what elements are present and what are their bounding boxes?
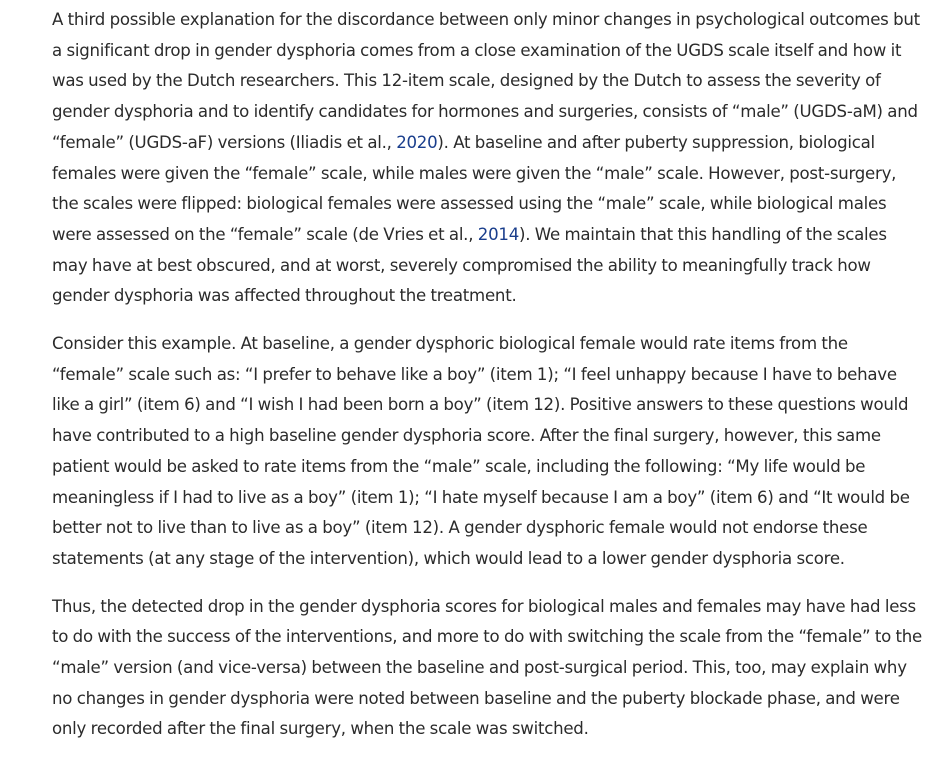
paragraph-example: Consider this example. At baseline, a gender dysphoric biological female would rate items from the “female” scale such as: “I prefer to behave like a boy” (item 1); “I feel unhappy because I have to behave like a girl” (item 6) and “I wish I had been born a boy” (item 12). Positive answers to these questions would have contributed to a high baseline gender dysphoria score. After the final surgery, however, this same patient would be asked to rate items from the “male” scale, including the following: “My life would be meaningless if I had to live as a boy” (item 1); “I hate myself because I am a boy” (item 6) and “It would be better not to live than to live as a boy” (item 12). A gender dysphoric female would not endorse these statements (at any stage of the intervention), which would lead to a lower gender dysphoria score. — [52, 334, 910, 568]
paragraph-conclusion: Thus, the detected drop in the gender dysphoria scores for biological males and females may have had less to do with the success of the interventions, and more to do with switching the scale from the “female” to the “male” version (and vice-versa) between the baseline and post-surgical period. This, too, may explain why no changes in gender dysphoria were noted between baseline and the puberty blockade phase, and were only recorded after the final surgery, when the scale was switched. — [52, 596, 922, 739]
paragraph-1-text-a: A third possible explanation for the discordance between only minor changes in psychological outcomes but a significant drop in gender dysphoria comes from a close examination of the UGDS scale itself and how it was used by the Dutch researchers. This 12-item scale, designed by the Dutch to assess the severity of gender dysphoria and to identify candidates for hormones and surgeries, consists of “male” (UGDS-aM) and “female” (UGDS-aF) versions (Iliadis et al., — [52, 10, 920, 152]
citation-link-de-vries-2014[interactable]: 2014 — [477, 224, 519, 244]
article-body — [52, 5, 922, 762]
paragraph-1-text-c: ). We maintain that this handling of the scales may have at best obscured, and at worst, severely compromised the ability to meaningfully track how gender dysphoria was affected throughout the treatment. — [52, 224, 887, 306]
paragraph-ugds-explanation — [52, 5, 922, 312]
paragraph-1-text-b: ). At baseline and after puberty suppression, biological females were given the “female” scale, while males were given the “male” scale. However, post-surgery, the scales were flipped: biological females were assessed using the “male” scale, while biological males were assessed on the “female” scale (de Vries et al., — [52, 132, 897, 244]
citation-link-iliadis-2020[interactable]: 2020 — [396, 132, 438, 152]
